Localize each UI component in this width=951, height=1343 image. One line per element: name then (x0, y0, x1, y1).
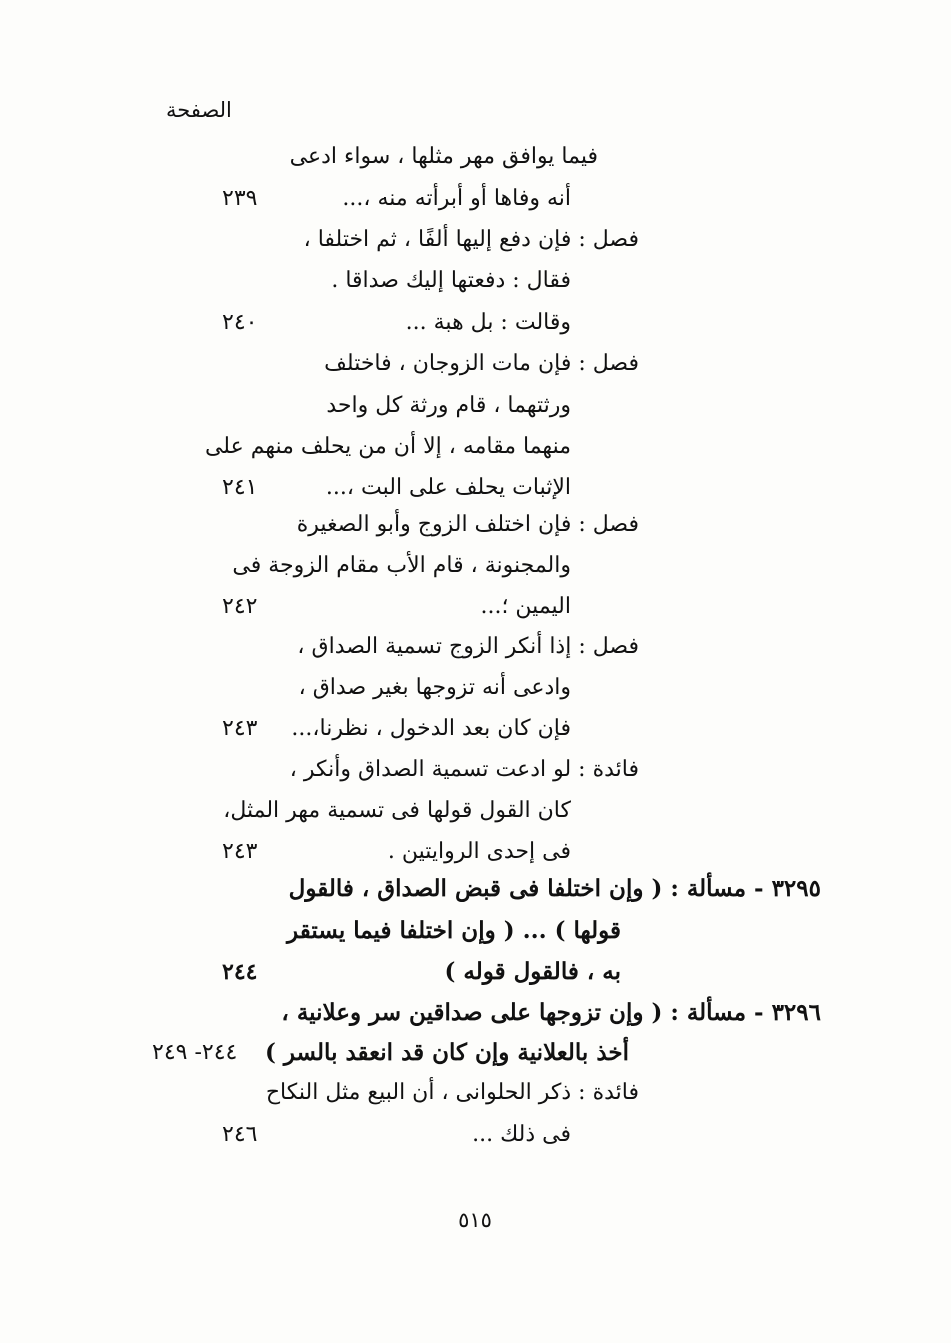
entry-line-17: كان القول قولها فى تسمية مهر المثل، (223, 798, 571, 823)
entry-page-15: ٢٤٣ (222, 716, 258, 741)
entry-line-1: فيما يوافق مهر مثلها ، سواء ادعى (289, 144, 598, 169)
entry-line-10: فصل : فإن اختلف الزوج وأبو الصغيرة (296, 512, 639, 537)
entry-line-3: فصل : فإن دفع إليها ألفًا ، ثم اختلفا ، (303, 227, 639, 252)
entry-line-13: فصل : إذا أنكر الزوج تسمية الصداق ، (297, 634, 639, 659)
entry-line-9: الإثبات يحلف على البت ،... (325, 475, 571, 500)
entry-line-2: أنه وفاها أو أبرأته منه ،... (342, 186, 571, 211)
entry-line-24: فائدة : ذكر الحلوانى ، أن البيع مثل النكاح (265, 1080, 639, 1105)
entry-line-7: ورثتهما ، قام ورثة كل واحد (326, 393, 571, 418)
entry-line-22: ٣٢٩٦ - مسألة : ( وإن تزوجها على صداقين سر وعلانية ، (281, 999, 821, 1026)
entry-line-18: فى إحدى الروايتين . (387, 839, 571, 864)
entry-line-19: ٣٢٩٥ - مسألة : ( وإن اختلفا فى قبض الصداق ، فالقول (288, 875, 821, 902)
entry-line-23: أخذ بالعلانية وإن كان قد انعقد بالسر ) (264, 1039, 629, 1066)
entry-page-23: ٢٤٤- ٢٤٩ (152, 1040, 238, 1065)
entry-line-12: اليمين ؛... (480, 594, 571, 619)
page-column-header: الصفحة (166, 98, 232, 122)
page-number: ٥١٥ (458, 1208, 492, 1232)
entry-page-25: ٢٤٦ (222, 1122, 258, 1147)
entry-page-18: ٢٤٣ (222, 839, 258, 864)
entry-page-9: ٢٤١ (222, 475, 258, 500)
entry-line-4: فقال : دفعتها إليك صداقا . (331, 268, 571, 293)
entry-line-5: وقالت : بل هبة ... (405, 310, 571, 335)
entry-line-20: قولها ) ... ( وإن اختلفا فيما يستقر (287, 917, 621, 944)
entry-line-15: فإن كان بعد الدخول ، نظرنا،... (291, 716, 571, 741)
entry-line-6: فصل : فإن مات الزوجان ، فاختلف (324, 351, 639, 376)
entry-page-2: ٢٣٩ (222, 186, 258, 211)
entry-page-12: ٢٤٢ (222, 594, 258, 619)
entry-line-21: به ، فالقول قوله ) (444, 958, 621, 985)
entry-line-11: والمجنونة ، قام الأب مقام الزوجة فى (232, 553, 571, 578)
entry-page-5: ٢٤٠ (222, 310, 258, 335)
entry-line-25: فى ذلك ... (472, 1122, 571, 1147)
entry-page-21: ٢٤٤ (222, 959, 258, 985)
entry-line-14: وادعى أنه تزوجها بغير صداق ، (298, 675, 571, 700)
entry-line-16: فائدة : لو ادعت تسمية الصداق وأنكر ، (289, 757, 639, 782)
entry-line-8: منهما مقامه ، إلا أن من يحلف منهم على (204, 434, 571, 459)
